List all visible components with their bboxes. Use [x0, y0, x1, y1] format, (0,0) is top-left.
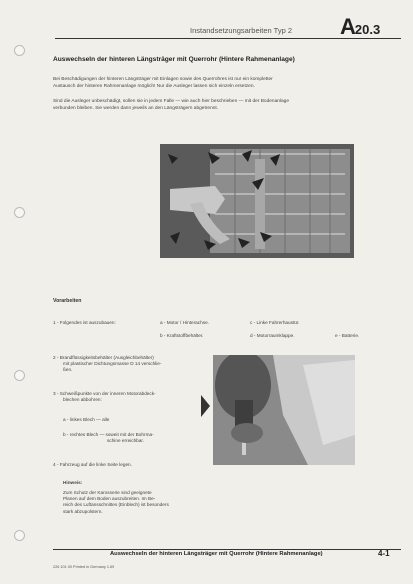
intro-paragraph-1: Bei Beschädigungen der hinteren Längsträger mit Einlagen sowie des Querrohres ist nur ein kompletter Austausch der hinteren Rahmenanlage möglich! Nur die Ausleger lassen sich einzeln ersetzen. — [53, 77, 273, 90]
step-1-e: e - Batterie. — [335, 333, 360, 338]
binder-hole — [14, 530, 25, 541]
step-3-a: a - linkes Blech — alle — [63, 417, 110, 422]
step-1-b: b - Kraftstoffbehälter. — [160, 333, 204, 338]
binder-hole — [14, 207, 25, 218]
footer-rule — [53, 549, 401, 550]
step-1-d: d - Motorraumklappe. — [250, 333, 295, 338]
section-code: A20.3 — [340, 14, 381, 39]
step-1-c: c - Linke Fahrerhaustür. — [250, 320, 300, 325]
step-2: 2 - Brandflüssigkeitsbehälter (Ausgleichbehälter) mit plastischer Dichtungsmasse D 14 verschlie- ßen. — [53, 355, 162, 373]
section-heading: Vorarbeiten — [53, 298, 82, 304]
step-4: 4 - Fahrzeug auf die linke Seite legen. — [53, 462, 132, 467]
page-title: Auswechseln der hinteren Längsträger mit Querrohr (Hintere Rahmenanlage) — [53, 56, 295, 63]
intro-paragraph-2: Sind die Ausleger unbeschädigt, sollen sie in jedem Falle — wie auch hier beschrieben — mit der Bodenanlage verbunden bleiben. Sie werden dann jeweils an den Längsträgern abgetrennt. — [53, 99, 289, 112]
step-3: 3 - Schweißpunkte von der inneren Motorabdeck- blechen abbohren: — [53, 391, 156, 403]
underbody-photo — [160, 144, 354, 258]
binder-hole — [14, 45, 25, 56]
page-number: 4-1 — [378, 549, 390, 558]
header-rule — [55, 38, 401, 39]
drilling-photo — [213, 355, 355, 465]
step-1-label: 1 - Folgendes ist auszubauen: — [53, 320, 116, 325]
hint-text: Zum Schutz der Karosserie sind geeignete Planen auf dem Boden auszubreiten. Im Be- reich des Luftansschnittes (Einblech) ist besonders stark abzupolstern. — [63, 490, 169, 514]
binder-hole — [14, 370, 25, 381]
step-1-a: a - Motor / Hinterachse. — [160, 320, 209, 325]
footer-title: Auswechseln der hinteren Längsträger mit Querrohr (Hintere Rahmenanlage) — [110, 551, 323, 557]
header-text: Instandsetzungsarbeiten Typ 2 — [190, 26, 293, 35]
pointer-arrow-icon — [201, 395, 210, 417]
hint-title: Hinweis: — [63, 480, 83, 485]
step-3-b: b - rechtes Blech — soweit mit der Bohrma- schine erreichbar. — [63, 432, 154, 444]
print-note: 226 101 00 Printed in Germany 1.69 — [53, 565, 115, 569]
